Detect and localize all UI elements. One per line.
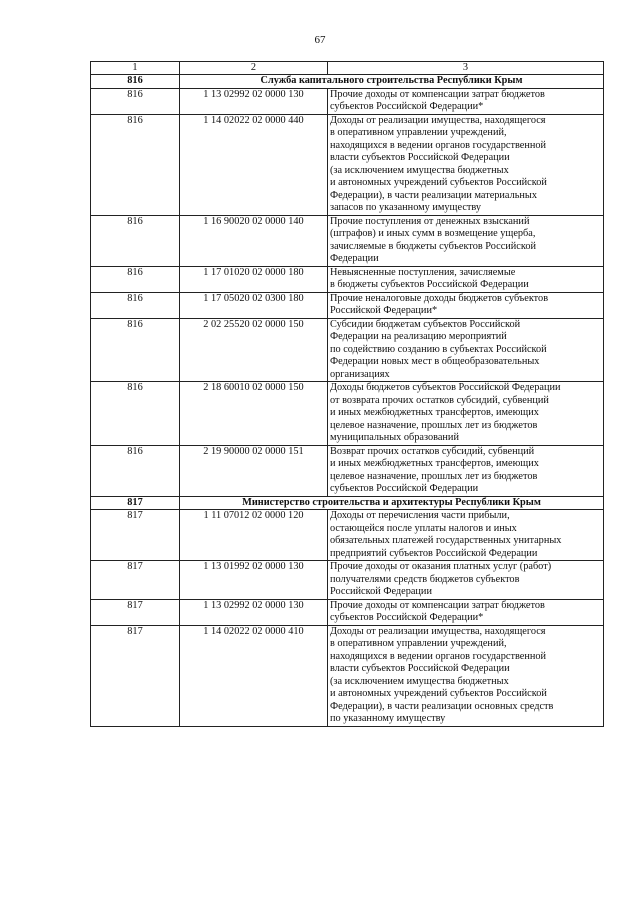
budget-code-cell: 2 02 25520 02 0000 150 — [180, 318, 328, 382]
revenue-description-cell: Возврат прочих остатков субсидий, субвенций и иных межбюджетных трансфертов, имеющих целевое назначение, прошлых лет из бюджетов субъектов Российской Федерации — [328, 445, 604, 496]
table-row — [91, 599, 604, 625]
admin-code-cell: 817 — [91, 625, 180, 726]
budget-code-cell: 2 18 60010 02 0000 150 — [180, 382, 328, 446]
table-row — [91, 382, 604, 446]
section-title: Служба капитального строительства Республики Крым — [180, 75, 604, 89]
column-header-1: 1 — [91, 62, 180, 75]
admin-code-cell: 817 — [91, 599, 180, 625]
admin-code-cell: 817 — [91, 561, 180, 600]
table-row — [91, 625, 604, 726]
admin-code-cell: 816 — [91, 266, 180, 292]
table-row — [91, 445, 604, 496]
budget-code-cell: 1 13 02992 02 0000 130 — [180, 88, 328, 114]
revenue-classification-table — [90, 61, 604, 727]
revenue-description-cell: Прочие поступления от денежных взысканий (штрафов) и иных сумм в возмещение ущерба, зачисляемые в бюджеты субъектов Российской Федерации — [328, 215, 604, 266]
table-row — [91, 292, 604, 318]
revenue-description-cell: Доходы от перечисления части прибыли, остающейся после уплаты налогов и иных обязательных платежей государственных унитарных предприятий субъектов Российской Федерации — [328, 510, 604, 561]
revenue-description-cell: Прочие неналоговые доходы бюджетов субъектов Российской Федерации* — [328, 292, 604, 318]
admin-code-cell: 816 — [91, 292, 180, 318]
table-row — [91, 510, 604, 561]
revenue-description-cell: Доходы от реализации имущества, находящегося в оперативном управлении учреждений, находящихся в ведении органов государственной власти субъектов Российской Федерации (за исключением имущества бюджетных и автономных учреждений субъектов Российской Федерации), в части реализации материальных запасов по указанному имуществу — [328, 114, 604, 215]
admin-code-cell: 817 — [91, 510, 180, 561]
revenue-description-cell: Субсидии бюджетам субъектов Российской Федерации на реализацию мероприятий по содействию созданию в субъектах Российской Федерации новых мест в общеобразовательных организациях — [328, 318, 604, 382]
revenue-description-cell: Прочие доходы от компенсации затрат бюджетов субъектов Российской Федерации* — [328, 88, 604, 114]
admin-code-cell: 816 — [91, 114, 180, 215]
revenue-description-cell: Невыясненные поступления, зачисляемые в бюджеты субъектов Российской Федерации — [328, 266, 604, 292]
column-header-row — [91, 62, 604, 75]
revenue-description-cell: Доходы бюджетов субъектов Российской Федерации от возврата прочих остатков субсидий, субвенций и иных межбюджетных трансфертов, имеющих целевое назначение, прошлых лет из бюджетов муниципальных образований — [328, 382, 604, 446]
revenue-description-cell: Доходы от реализации имущества, находящегося в оперативном управлении учреждений, находящихся в ведении органов государственной власти субъектов Российской Федерации (за исключением имущества бюджетных и автономных учреждений субъектов Российской Федерации), в части реализации основных средств по указанному имуществу — [328, 625, 604, 726]
revenue-description-cell: Прочие доходы от компенсации затрат бюджетов субъектов Российской Федерации* — [328, 599, 604, 625]
budget-code-cell: 1 13 01992 02 0000 130 — [180, 561, 328, 600]
table-row — [91, 215, 604, 266]
table-row — [91, 266, 604, 292]
budget-code-cell: 1 13 02992 02 0000 130 — [180, 599, 328, 625]
table-row — [91, 318, 604, 382]
table-row — [91, 561, 604, 600]
budget-code-cell: 1 17 01020 02 0000 180 — [180, 266, 328, 292]
budget-code-cell: 1 17 05020 02 0300 180 — [180, 292, 328, 318]
admin-code-cell: 816 — [91, 318, 180, 382]
section-code: 817 — [91, 496, 180, 510]
section-title: Министерство строительства и архитектуры Республики Крым — [180, 496, 604, 510]
table-row — [91, 88, 604, 114]
section-header-row — [91, 75, 604, 89]
section-header-row — [91, 496, 604, 510]
budget-code-cell: 1 11 07012 02 0000 120 — [180, 510, 328, 561]
page-number: 67 — [314, 34, 326, 46]
admin-code-cell: 816 — [91, 215, 180, 266]
admin-code-cell: 816 — [91, 445, 180, 496]
column-header-3: 3 — [328, 62, 604, 75]
revenue-description-cell: Прочие доходы от оказания платных услуг (работ) получателями средств бюджетов субъектов Российской Федерации — [328, 561, 604, 600]
admin-code-cell: 816 — [91, 88, 180, 114]
column-header-2: 2 — [180, 62, 328, 75]
budget-code-cell: 1 14 02022 02 0000 410 — [180, 625, 328, 726]
budget-code-cell: 1 14 02022 02 0000 440 — [180, 114, 328, 215]
table-row — [91, 114, 604, 215]
section-code: 816 — [91, 75, 180, 89]
budget-code-cell: 2 19 90000 02 0000 151 — [180, 445, 328, 496]
admin-code-cell: 816 — [91, 382, 180, 446]
budget-code-cell: 1 16 90020 02 0000 140 — [180, 215, 328, 266]
